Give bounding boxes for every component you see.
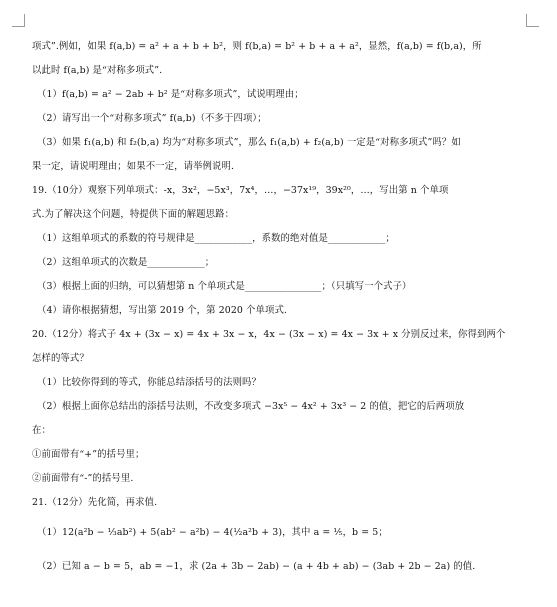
question-21-title: 21.（12分）先化简，再求值. [32,497,158,508]
question-20-title: 20.（12分）将式子 4x + (3x − x) = 4x + 3x − x，4x − (3x − x) = 4x − 3x + x 分别反过来，你得到两个 [32,329,506,340]
question-20-part-2: （2）根据上面你总结出的添括号法则，不改变多项式 −3x⁵ − 4x² + 3x³ − 2 的值，把它的后两项放 [37,401,465,412]
text-line: 在： [32,425,51,436]
text-line: 式.为了解决这个问题，特提供下面的解题思路： [32,209,235,220]
question-18-part-2: （2）请写出一个“对称多项式” f(a,b)（不多于四项）； [37,113,267,124]
crop-mark-top-left [12,14,25,27]
question-19-part-1: （1）这组单项式的系数的符号规律是____________，系数的绝对值是____________； [37,233,395,244]
option-plus-bracket: ①前面带有“+”的括号里； [32,449,145,460]
question-20-part-1: （1）比较你得到的等式，你能总结添括号的法则吗？ [37,377,261,388]
text-line: 以此时 f(a,b) 是“对称多项式”. [32,65,163,76]
question-21-part-2: （2）已知 a − b = 5，ab = −1，求 (2a + 3b − 2ab) − (a + 4b + ab) − (3ab + 2b − 2a) 的值. [37,561,476,572]
question-21-part-1: （1）12(a²b − ⅓ab²) + 5(ab² − a²b) − 4(½a²b + 3)，其中 a = ⅕，b = 5； [37,527,388,538]
option-minus-bracket: ②前面带有“-”的括号里. [32,473,134,484]
question-18-part-3: （3）如果 f₁(a,b) 和 f₂(b,a) 均为“对称多项式”，那么 f₁(a,b) + f₂(a,b) 一定是“对称多项式”吗？如 [37,137,461,148]
question-18-part-1: （1）f(a,b) = a² − 2ab + b² 是“对称多项式”，试说明理由； [37,89,304,100]
text-line: 项式”.例如，如果 f(a,b) = a² + a + b + b²，则 f(b,a) = b² + b + a + a²，显然，f(a,b) = f(b,a)，所 [32,41,482,52]
text-line: 果一定，请说明理由；如果不一定，请举例说明. [32,161,235,172]
question-19-title: 19.（10分）观察下列单项式：-x，3x²，−5x³，7x⁴，…，−37x¹⁹，39x²⁰，…，写出第 n 个单项 [32,185,449,196]
question-19-part-2: （2）这组单项式的次数是____________； [37,257,215,268]
question-19-part-3: （3）根据上面的归纳，可以猜想第 n 个单项式是________________；（只填写一个式子） [37,281,412,292]
question-19-part-4: （4）请你根据猜想，写出第 2019 个，第 2020 个单项式. [37,305,288,316]
crop-mark-top-right [526,14,539,27]
text-line: 怎样的等式？ [32,353,89,364]
